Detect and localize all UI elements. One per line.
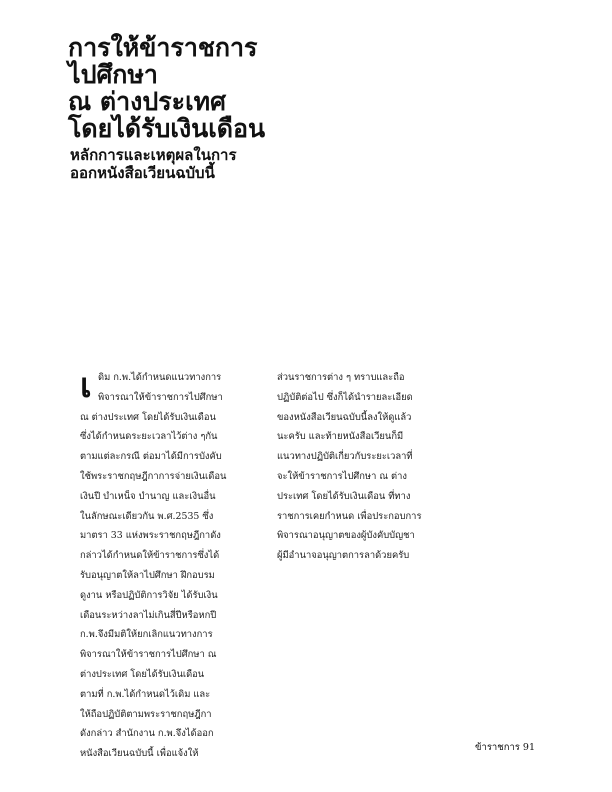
text-line: ตามแต่ละกรณี ต่อมาได้มีการบังคับ [80, 451, 222, 463]
text-line: นะครับ และท้ายหนังสือเวียนก็มี [277, 431, 404, 443]
subtitle-line: ออกหนังสือเวียนฉบับนี้ [70, 164, 215, 182]
text-line: ต่างประเทศ โดยได้รับเงินเดือน [80, 668, 205, 680]
text-line: ประเทศ โดยได้รับเงินเดือน ที่ทาง [277, 490, 411, 502]
text-line: ดังกล่าว สำนักงาน ก.พ.จึงได้ออก [80, 728, 214, 740]
text-line: เดือนระหว่างลาไม่เกินสี่ปีหรือหกปี [80, 609, 217, 621]
text-line: จะให้ข้าราชการไปศึกษา ณ ต่าง [277, 470, 407, 482]
text-line: พิจารณาให้ข้าราชการไปศึกษา [98, 391, 223, 403]
text-line: มาตรา 33 แห่งพระราชกฤษฎีกาดัง [80, 530, 221, 542]
article-title [68, 34, 368, 142]
text-line: เงินปี บำเหน็จ บำนาญ และเงินอื่น [80, 490, 216, 502]
text-line: ราชการเคยกำหนด เพื่อประกอบการ [277, 510, 422, 522]
text-line: รับอนุญาตให้ลาไปศึกษา ฝึกอบรม [80, 569, 215, 581]
text-line: ตามที่ ก.พ.ได้กำหนดไว้เดิม และ [80, 688, 211, 700]
drop-cap: เ [80, 366, 92, 406]
text-line: ดูงาน หรือปฏิบัติการวิจัย ได้รับเงิน [80, 589, 218, 601]
article-subtitle [70, 146, 350, 182]
title-line: ไปศึกษา [68, 60, 158, 89]
title-line: ณ ต่างประเทศ [68, 87, 226, 116]
text-line: ในลักษณะเดียวกัน พ.ศ.2535 ซึ่ง [80, 510, 214, 522]
body-column-left [80, 368, 240, 764]
body-column-right [277, 368, 437, 566]
text-line: ใช้พระราชกฤษฎีกาการจ่ายเงินเดือน [80, 470, 227, 482]
text-line: ส่วนราชการต่าง ๆ ทราบและถือ [277, 372, 405, 383]
text-line: พิจารณาอนุญาตของผู้บังคับบัญชา [277, 530, 415, 542]
text-line: หนังสือเวียนฉบับนี้ เพื่อแจ้งให้ [80, 748, 199, 760]
text-line: ณ ต่างประเทศ โดยได้รับเงินเดือน [80, 411, 216, 423]
text-line: ดิม ก.พ.ได้กำหนดแนวทางการ [98, 372, 222, 383]
text-line: พิจารณาให้ข้าราชการไปศึกษา ณ [80, 649, 217, 661]
title-line: การให้ข้าราชการ [68, 33, 258, 62]
subtitle-line: หลักการและเหตุผลในการ [70, 146, 237, 164]
text-line: ของหนังสือเวียนฉบับนี้ลงให้ดูแล้ว [277, 411, 412, 423]
text-line: ให้ถือปฏิบัติตามพระราชกฤษฎีกา [80, 708, 212, 720]
page-footer: ข้าราชการ 91 [475, 742, 536, 753]
text-line: กล่าวได้กำหนดให้ข้าราชการซึ่งได้ [80, 550, 220, 562]
text-line: ซึ่งได้กำหนดระยะเวลาไว้ต่าง ๆกัน [80, 431, 218, 443]
text-line: แนวทางปฏิบัติเกี่ยวกับระยะเวลาที่ [277, 451, 413, 463]
text-line: ผู้มีอำนาจอนุญาตการลาด้วยครับ [277, 550, 410, 562]
text-line: ก.พ.จึงมีมติให้ยกเลิกแนวทางการ [80, 629, 213, 641]
text-line: ปฏิบัติต่อไป ซึ่งก็ได้นำรายละเอียด [277, 391, 413, 403]
title-line: โดยได้รับเงินเดือน [68, 114, 266, 143]
